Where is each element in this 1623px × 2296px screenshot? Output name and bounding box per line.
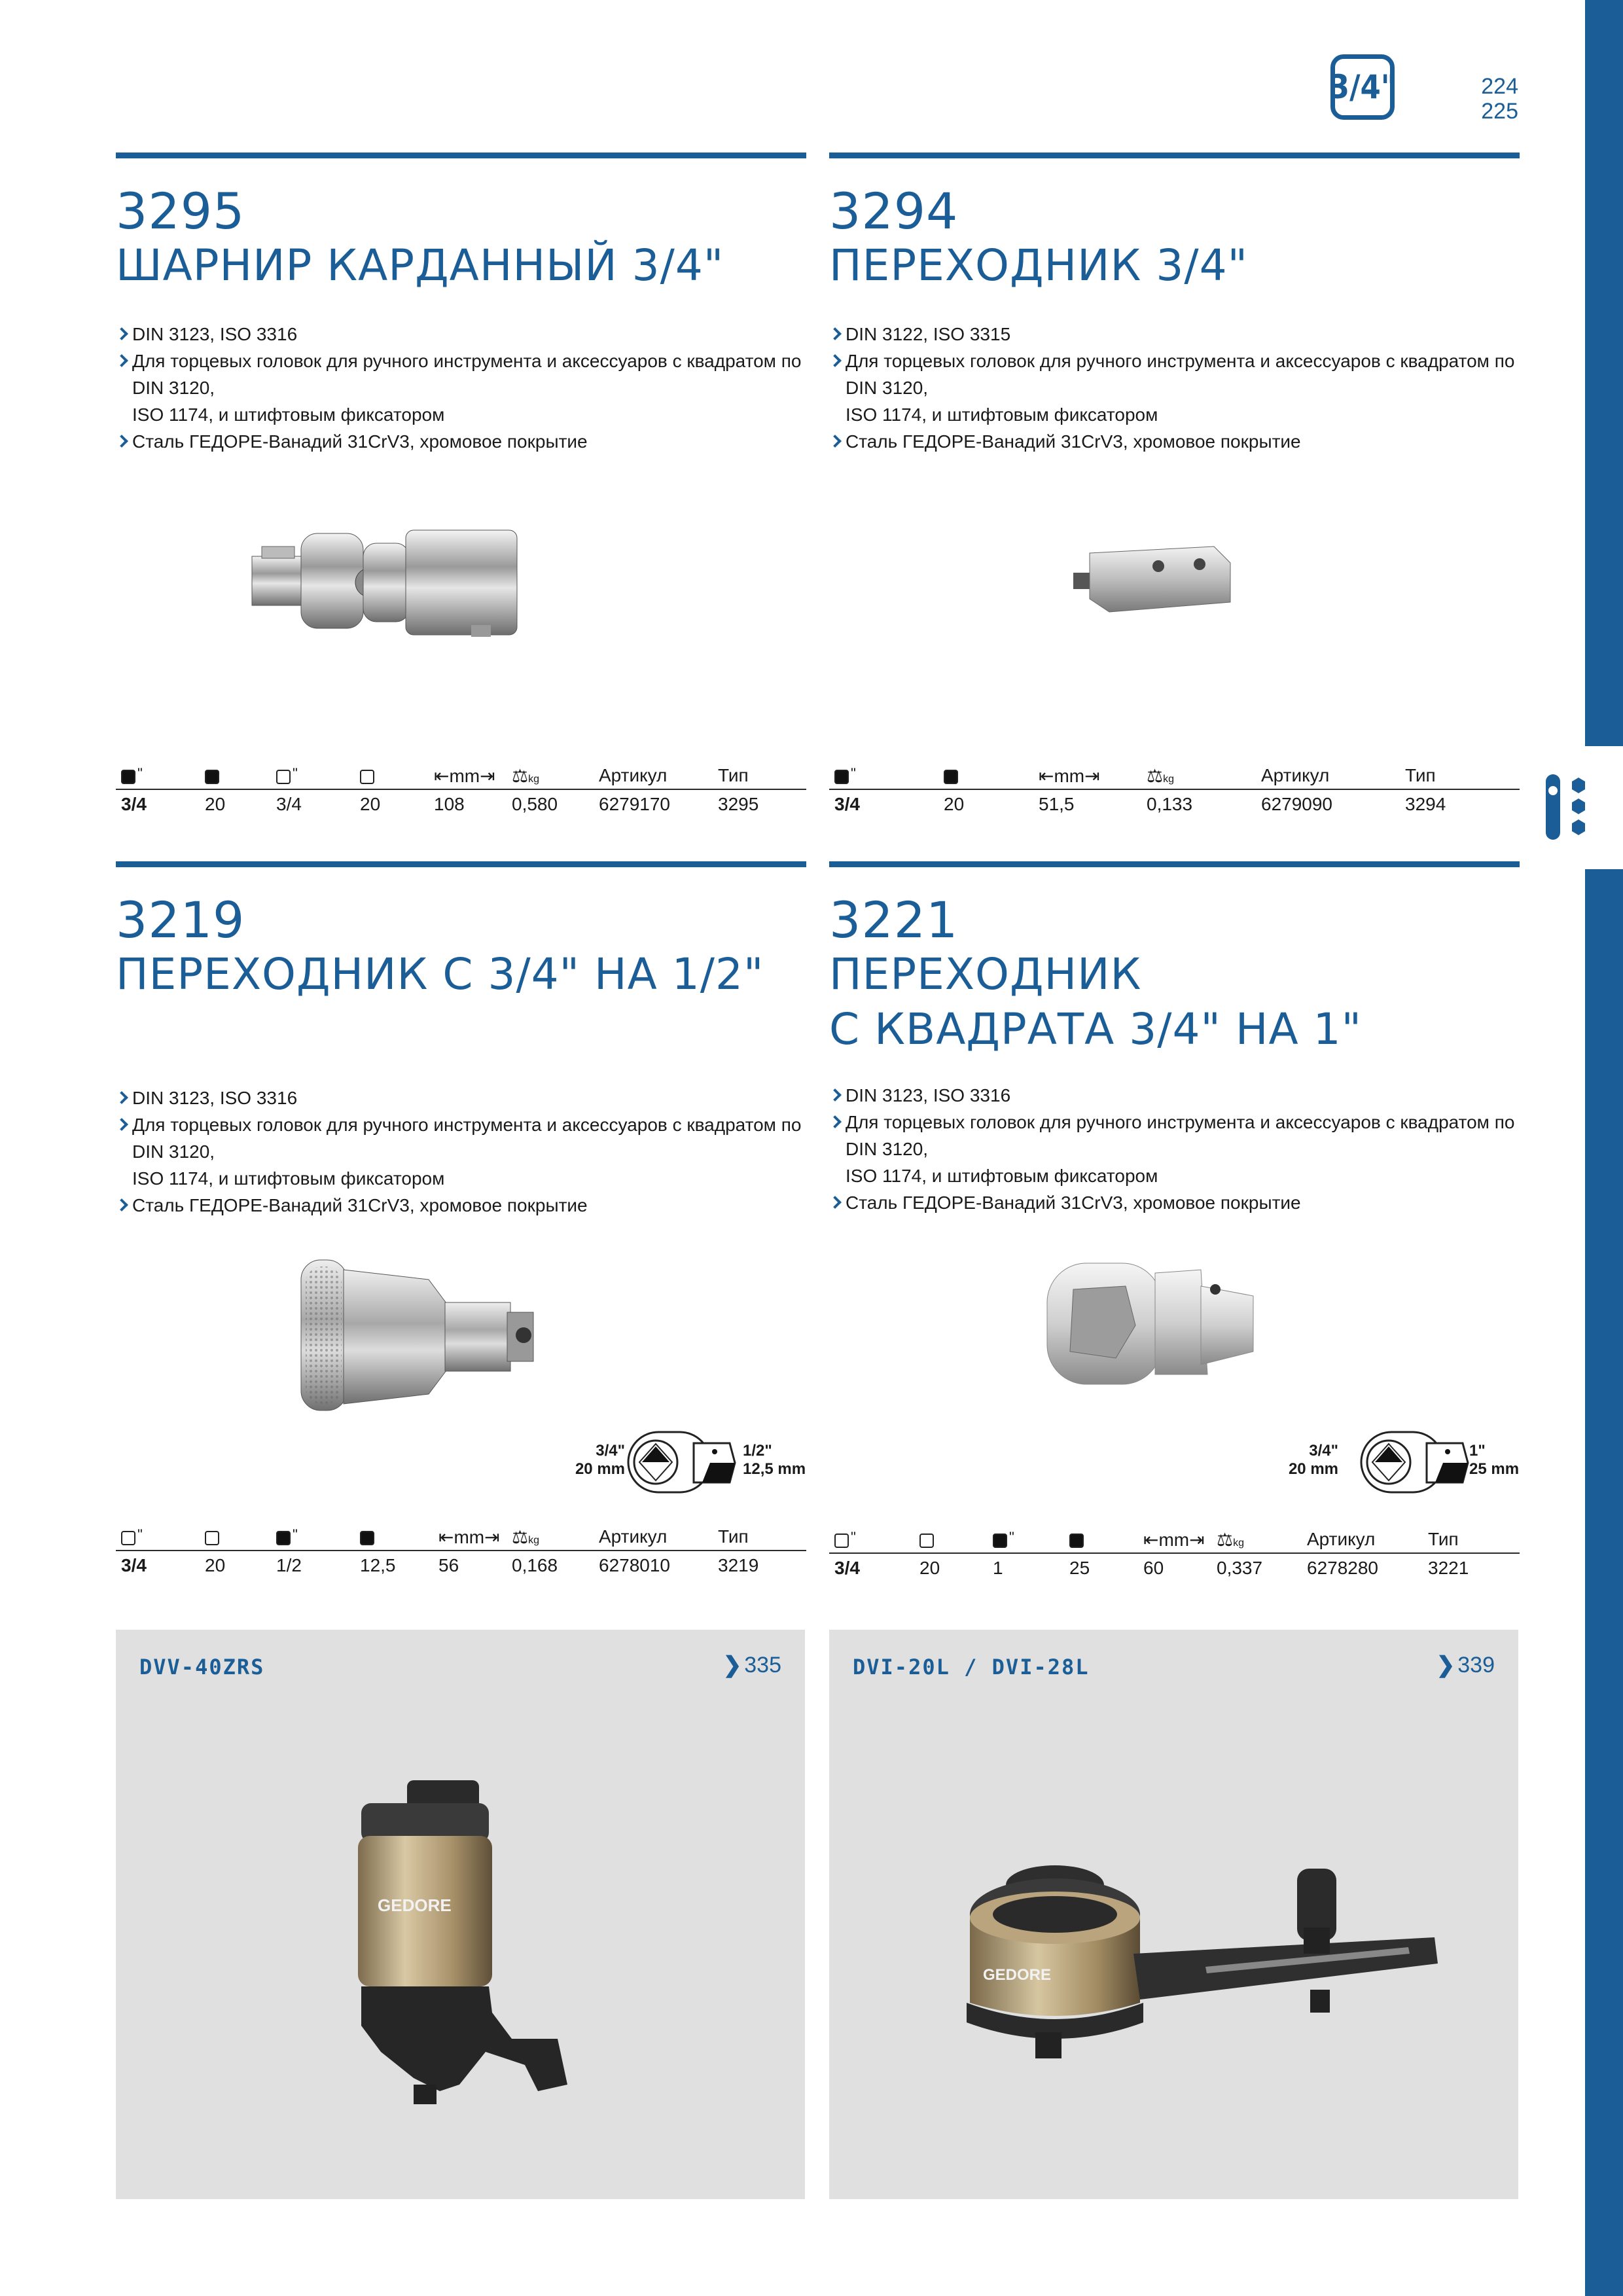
table-cell: 20 [205, 1555, 226, 1575]
square-socket-icon [834, 1534, 849, 1548]
spec-table-header [116, 1524, 806, 1551]
promo-title: DVI-20L / DVI-28L [853, 1655, 1090, 1679]
table-cell: 3294 [1405, 794, 1446, 814]
square-drive-icon [121, 770, 135, 784]
product-code: 3219 [116, 891, 245, 949]
feature-item: Для торцевых головок для ручного инструмента и аксессуаров с квадратом по DIN 3120, ISO 1174, и штифтовым фиксатором [829, 1109, 1523, 1189]
spec-table-header [829, 1526, 1520, 1554]
table-cell: 3/4 [276, 794, 302, 814]
square-drive-icon [1069, 1534, 1084, 1548]
square-socket-icon [919, 1534, 934, 1548]
section-rule [829, 861, 1520, 867]
table-cell: 6278010 [599, 1555, 671, 1575]
page-number-right: 225 [1481, 99, 1518, 124]
table-cell: 12,5 [360, 1555, 396, 1575]
length-icon: ⇤ [438, 1527, 454, 1547]
feature-item: DIN 3123, ISO 3316 [829, 1082, 1523, 1109]
socket-mm-header [360, 765, 374, 786]
feature-item: DIN 3123, ISO 3316 [116, 321, 810, 348]
drive-mm-header [944, 765, 958, 786]
length-header: ⇤mm⇥ [1143, 1530, 1205, 1550]
square-drive-icon [360, 1531, 374, 1545]
weight-header: ⚖kg [1147, 766, 1175, 786]
length-icon: ⇤ [1039, 766, 1054, 786]
product-name-line: С КВАДРАТА 3/4" НА 1" [829, 1004, 1362, 1054]
spec-table [116, 762, 806, 816]
product-name: ПЕРЕХОДНИК С 3/4" НА 1/2" [116, 949, 764, 999]
feature-item: DIN 3122, ISO 3315 [829, 321, 1523, 348]
table-cell: 0,133 [1147, 794, 1193, 814]
section-rule [116, 152, 806, 158]
table-cell: 20 [944, 794, 965, 814]
socket-mm-header [205, 1526, 219, 1547]
product-name: ШАРНИР КАРДАННЫЙ 3/4" [116, 240, 724, 291]
product-code: 3221 [829, 891, 959, 949]
table-cell: 6278280 [1307, 1558, 1379, 1578]
feature-item: Для торцевых головок для ручного инструмента и аксессуаров с квадратом по DIN 3120, ISO 1174, и штифтовым фиксатором [116, 1111, 810, 1192]
square-socket-icon [276, 770, 291, 784]
conversion-input-label: 3/4" 20 mm [1288, 1442, 1338, 1478]
length-header: ⇤mm⇥ [1039, 766, 1100, 786]
conversion-input-label: 3/4" 20 mm [575, 1442, 625, 1478]
table-cell: 0,168 [512, 1555, 558, 1575]
table-cell: 3/4 [121, 794, 147, 814]
feature-item: Сталь ГЕДОРЕ-Ванадий 31CrV3, хромовое покрытие [829, 428, 1523, 455]
chevron-right-icon: ❯ [1436, 1653, 1455, 1677]
feature-item: Сталь ГЕДОРЕ-Ванадий 31CrV3, хромовое покрытие [116, 1192, 810, 1219]
table-cell: 3221 [1428, 1558, 1469, 1578]
square-drive-icon [993, 1534, 1007, 1548]
section-rule [829, 152, 1520, 158]
product-name-line: ПЕРЕХОДНИК [829, 949, 1142, 999]
edge-tab-bar-top [1585, 0, 1623, 746]
conversion-diagram [1358, 1427, 1472, 1499]
socket-mm-header [919, 1529, 934, 1550]
edge-tab-bar-bottom [1585, 869, 1623, 2296]
spec-table-header [829, 762, 1520, 790]
spec-table [116, 1524, 806, 1577]
page-numbers [1466, 74, 1518, 124]
table-cell: 3295 [718, 794, 759, 814]
page-number-left: 224 [1481, 74, 1518, 99]
table-row [829, 1554, 1520, 1580]
weight-icon: ⚖ [512, 766, 529, 786]
table-cell: 3/4 [834, 1558, 860, 1578]
spec-table-header [116, 762, 806, 790]
promo-box-dvi[interactable] [829, 1630, 1518, 2199]
socket-square-header: " [276, 765, 298, 786]
conversion-diagram [625, 1427, 740, 1499]
feature-item: Для торцевых головок для ручного инструмента и аксессуаров с квадратом по DIN 3120, ISO 1174, и штифтовым фиксатором [116, 348, 810, 428]
length-icon: ⇤ [1143, 1530, 1159, 1550]
socket-tools-icon[interactable] [1539, 771, 1592, 843]
page-ref-link[interactable]: ❯ 339 [1436, 1653, 1495, 1677]
chevron-right-icon: ❯ [722, 1653, 742, 1677]
table-cell: 6279170 [599, 794, 671, 814]
table-cell: 3/4 [834, 794, 860, 814]
square-drive-icon [276, 1531, 291, 1545]
square-socket-icon [360, 770, 374, 784]
drive-mm-header [360, 1526, 374, 1547]
article-header: Артикул [599, 765, 668, 785]
feature-item: Для торцевых головок для ручного инструмента и аксессуаров с квадратом по DIN 3120, ISO 1174, и штифтовым фиксатором [829, 348, 1523, 428]
table-cell: 20 [919, 1558, 940, 1578]
product-name [829, 947, 1362, 1057]
spec-table [829, 762, 1520, 816]
table-cell: 3219 [718, 1555, 759, 1575]
table-row [116, 790, 806, 816]
feature-item: DIN 3123, ISO 3316 [116, 1085, 810, 1111]
torque-multiplier-dvi-image [963, 1856, 1441, 2078]
adapter-3294-image [1070, 537, 1237, 622]
product-name: ПЕРЕХОДНИК 3/4" [829, 240, 1248, 291]
weight-icon: ⚖ [1217, 1530, 1234, 1550]
page-ref-link[interactable]: ❯ 335 [722, 1653, 781, 1677]
table-cell: 0,580 [512, 794, 558, 814]
weight-header: ⚖kg [512, 766, 540, 786]
drive-square-header: " [276, 1526, 298, 1547]
type-header: Тип [718, 1526, 749, 1547]
universal-joint-image [249, 520, 530, 651]
weight-header: ⚖kg [1217, 1530, 1245, 1550]
promo-title: DVV-40ZRS [139, 1655, 265, 1679]
feature-list [116, 1085, 810, 1219]
brand-logo-text: GEDORE [983, 1966, 1052, 1984]
table-cell: 20 [205, 794, 226, 814]
table-cell: 0,337 [1217, 1558, 1263, 1578]
drive-square-header: " [993, 1529, 1014, 1550]
square-socket-icon [121, 1531, 135, 1545]
adapter-3221-image [1044, 1260, 1260, 1388]
adapter-3219-image [298, 1253, 560, 1417]
length-header: ⇤mm⇥ [438, 1527, 500, 1547]
type-header: Тип [718, 765, 749, 785]
drive-mm-header [205, 765, 219, 786]
product-code: 3295 [116, 182, 245, 240]
feature-item: Сталь ГЕДОРЕ-Ванадий 31CrV3, хромовое покрытие [829, 1189, 1523, 1216]
table-cell: 56 [438, 1555, 459, 1575]
weight-icon: ⚖ [1147, 766, 1164, 786]
table-cell: 20 [360, 794, 381, 814]
table-cell: 51,5 [1039, 794, 1075, 814]
drive-square-header: " [121, 765, 143, 786]
feature-list [829, 1082, 1523, 1216]
feature-list [829, 321, 1523, 455]
table-cell: 6279090 [1261, 794, 1333, 814]
weight-icon: ⚖ [512, 1527, 529, 1547]
table-row [116, 1551, 806, 1577]
table-cell: 1 [993, 1558, 1003, 1578]
torque-multiplier-dvv-image [342, 1777, 577, 2117]
conversion-output-label: 1/2" 12,5 mm [743, 1442, 806, 1478]
socket-square-header: " [834, 1529, 856, 1550]
square-drive-icon [205, 770, 219, 784]
section-rule [116, 861, 806, 867]
drive-square-header: " [834, 765, 856, 786]
table-cell: 1/2 [276, 1555, 302, 1575]
table-cell: 25 [1069, 1558, 1090, 1578]
article-header: Артикул [1261, 765, 1330, 785]
conversion-output-label: 1" 25 mm [1469, 1442, 1520, 1478]
table-cell: 60 [1143, 1558, 1164, 1578]
type-header: Тип [1428, 1529, 1459, 1549]
drive-mm-header [1069, 1529, 1084, 1550]
drive-size-label: 3/4" [1329, 68, 1397, 106]
length-icon: ⇤ [434, 766, 450, 786]
spec-table [829, 1526, 1520, 1580]
drive-size-badge [1330, 54, 1395, 120]
feature-item: Сталь ГЕДОРЕ-Ванадий 31CrV3, хромовое покрытие [116, 428, 810, 455]
length-header: ⇤mm⇥ [434, 766, 495, 786]
table-cell: 3/4 [121, 1555, 147, 1575]
article-header: Артикул [1307, 1529, 1376, 1549]
type-header: Тип [1405, 765, 1436, 785]
article-header: Артикул [599, 1526, 668, 1547]
weight-header: ⚖kg [512, 1527, 540, 1547]
brand-logo-text: GEDORE [378, 1895, 452, 1915]
feature-list [116, 321, 810, 455]
square-drive-icon [834, 770, 849, 784]
square-drive-icon [944, 770, 958, 784]
promo-box-dvv[interactable] [116, 1630, 805, 2199]
table-cell: 108 [434, 794, 465, 814]
table-row [829, 790, 1520, 816]
product-code: 3294 [829, 182, 959, 240]
socket-square-header: " [121, 1526, 143, 1547]
square-socket-icon [205, 1531, 219, 1545]
